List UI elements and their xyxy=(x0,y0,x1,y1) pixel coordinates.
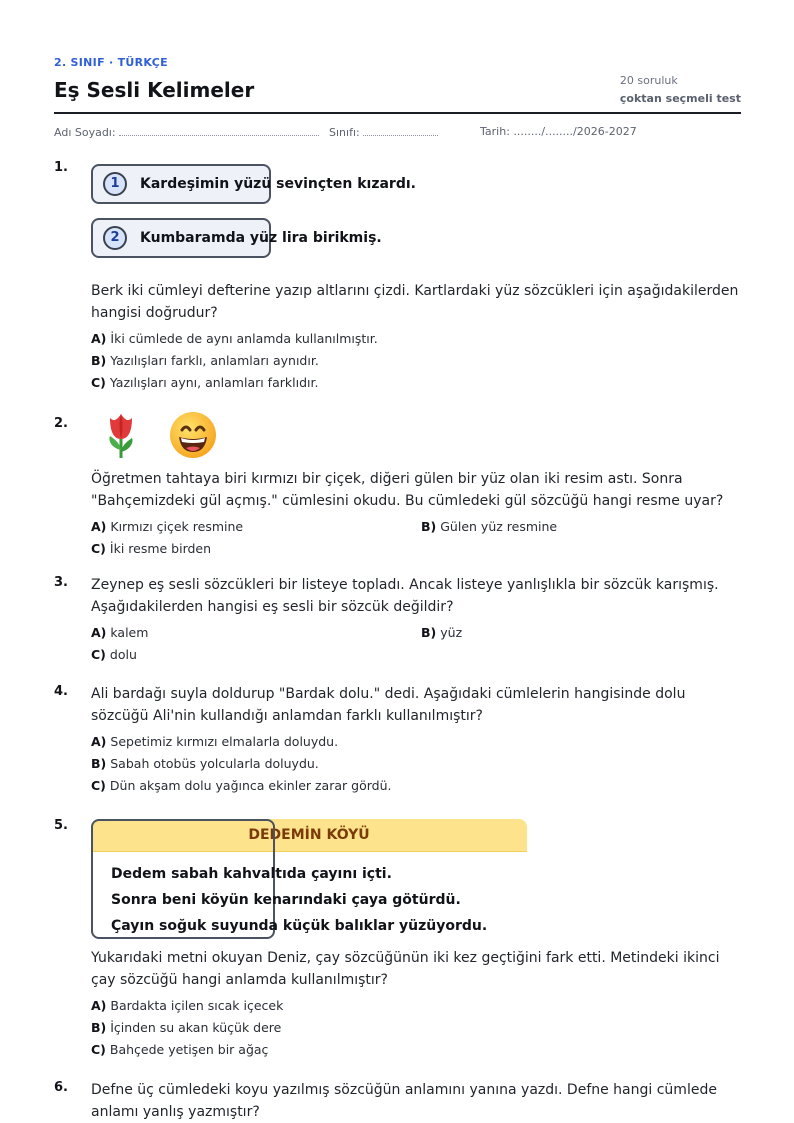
grinning-face-icon xyxy=(168,410,218,460)
question-stem: Yukarıdaki metni okuyan Deniz, çay sözcüğünün iki kez geçtiğini fark etti. Metindeki ikinci çay sözcüğü hangi anlamda kullanılmıştır? xyxy=(91,950,720,988)
story-title: DEDEMİN KÖYÜ xyxy=(248,827,370,843)
option-c[interactable]: C) dolu xyxy=(91,647,137,662)
tulip-icon xyxy=(96,410,146,460)
option-b[interactable]: B) Yazılışları farklı, anlamları aynıdır. xyxy=(91,353,319,368)
option-a[interactable]: A) Sepetimiz kırmızı elmalarla doluydu. xyxy=(91,734,339,749)
question-number: 1. xyxy=(54,160,68,175)
question-stem: Ali bardağı suyla doldurup "Bardak dolu." dedi. Aşağıdaki cümlelerin hangisinde dolu sözcüğü Ali'nin kullandığı anlamdan farklı kullanılmıştır? xyxy=(91,686,686,724)
name-field[interactable] xyxy=(54,125,319,139)
worksheet-page xyxy=(54,54,741,1120)
date-field[interactable]: Tarih: ......../......../2026-2027 xyxy=(480,125,637,138)
question-count: 20 soruluk xyxy=(619,74,678,87)
option-a[interactable]: A) Kırmızı çiçek resmine xyxy=(91,519,244,534)
class-field[interactable] xyxy=(329,125,438,139)
answer-options xyxy=(91,516,741,560)
option-b[interactable]: B) yüz xyxy=(421,625,463,640)
card-badge-1: 1 xyxy=(103,172,127,196)
option-c[interactable]: C) İki resme birden xyxy=(91,541,212,556)
answer-options xyxy=(91,731,741,797)
option-c[interactable]: C) Yazılışları aynı, anlamları farklıdır. xyxy=(91,375,319,390)
question-number: 4. xyxy=(54,684,68,699)
worksheet-header xyxy=(54,54,741,114)
question-number: 2. xyxy=(54,416,68,431)
story-text xyxy=(111,861,487,939)
story-line-3: Çayın soğuk suyunda küçük balıklar yüzüyordu. xyxy=(111,918,488,934)
question-stem: Zeynep eş sesli sözcükleri bir listeye topladı. Ancak listeye yanlışlıkla bir sözcük karışmış. Aşağıdakilerden hangisi eş sesli bir sözcük değildir? xyxy=(91,577,719,615)
option-b[interactable]: B) Gülen yüz resmine xyxy=(421,519,558,534)
story-line-2: Sonra beni köyün kenarındaki çaya götürdü. xyxy=(111,892,461,908)
answer-options xyxy=(91,328,741,394)
question-body xyxy=(91,683,741,797)
name-label: Adı Soyadı: xyxy=(54,126,116,139)
card-badge-2: 2 xyxy=(103,226,127,250)
card-text-2: Kumbaramda yüz lira birikmiş. xyxy=(140,230,382,246)
class-blank[interactable] xyxy=(363,125,438,136)
student-info-row xyxy=(54,114,741,140)
question-body xyxy=(91,574,741,666)
subject-label: 2. SINIF · TÜRKÇE xyxy=(54,56,168,69)
option-c[interactable]: C) Bahçede yetişen bir ağaç xyxy=(91,1042,269,1057)
test-meta xyxy=(620,72,741,108)
story-line-1: Dedem sabah kahvaltıda çayını içti. xyxy=(111,866,392,882)
page-title: Eş Sesli Kelimeler xyxy=(54,78,255,102)
option-a[interactable]: A) kalem xyxy=(91,625,149,640)
class-label: Sınıfı: xyxy=(329,126,360,139)
question-number: 3. xyxy=(54,575,68,590)
option-a[interactable]: A) Bardakta içilen sıcak içecek xyxy=(91,998,284,1013)
test-type: çoktan seçmeli test xyxy=(619,92,741,105)
question-number: 5. xyxy=(54,818,68,833)
answer-options xyxy=(91,995,741,1061)
question-stem: Berk iki cümleyi defterine yazıp altlarını çizdi. Kartlardaki yüz sözcükleri için aşağıdakilerden hangisi doğrudur? xyxy=(91,283,739,321)
option-a[interactable]: A) İki cümlede de aynı anlamda kullanılmıştır. xyxy=(91,331,378,346)
question-number: 6. xyxy=(54,1080,68,1095)
question-stem: Öğretmen tahtaya biri kırmızı bir çiçek, diğeri gülen bir yüz olan iki resim astı. Sonra "Bahçemizdeki gül açmış." cümlesini okudu. Bu cümledeki gül sözcüğü hangi resme uyar? xyxy=(91,471,724,509)
option-c[interactable]: C) Dün akşam dolu yağınca ekinler zarar gördü. xyxy=(91,778,392,793)
name-blank[interactable] xyxy=(119,125,319,136)
question-stem: Defne üç cümledeki koyu yazılmış sözcüğün anlamını yanına yazdı. Defne hangi cümlede anlamı yanlış yazmıştır? xyxy=(91,1082,717,1120)
option-b[interactable]: B) İçinden su akan küçük dere xyxy=(91,1020,282,1035)
answer-options xyxy=(91,622,741,666)
card-text-1: Kardeşimin yüzü sevinçten kızardı. xyxy=(140,176,416,192)
option-b[interactable]: B) Sabah otobüs yolcularla doluydu. xyxy=(91,756,319,771)
question-body xyxy=(91,1079,741,1123)
